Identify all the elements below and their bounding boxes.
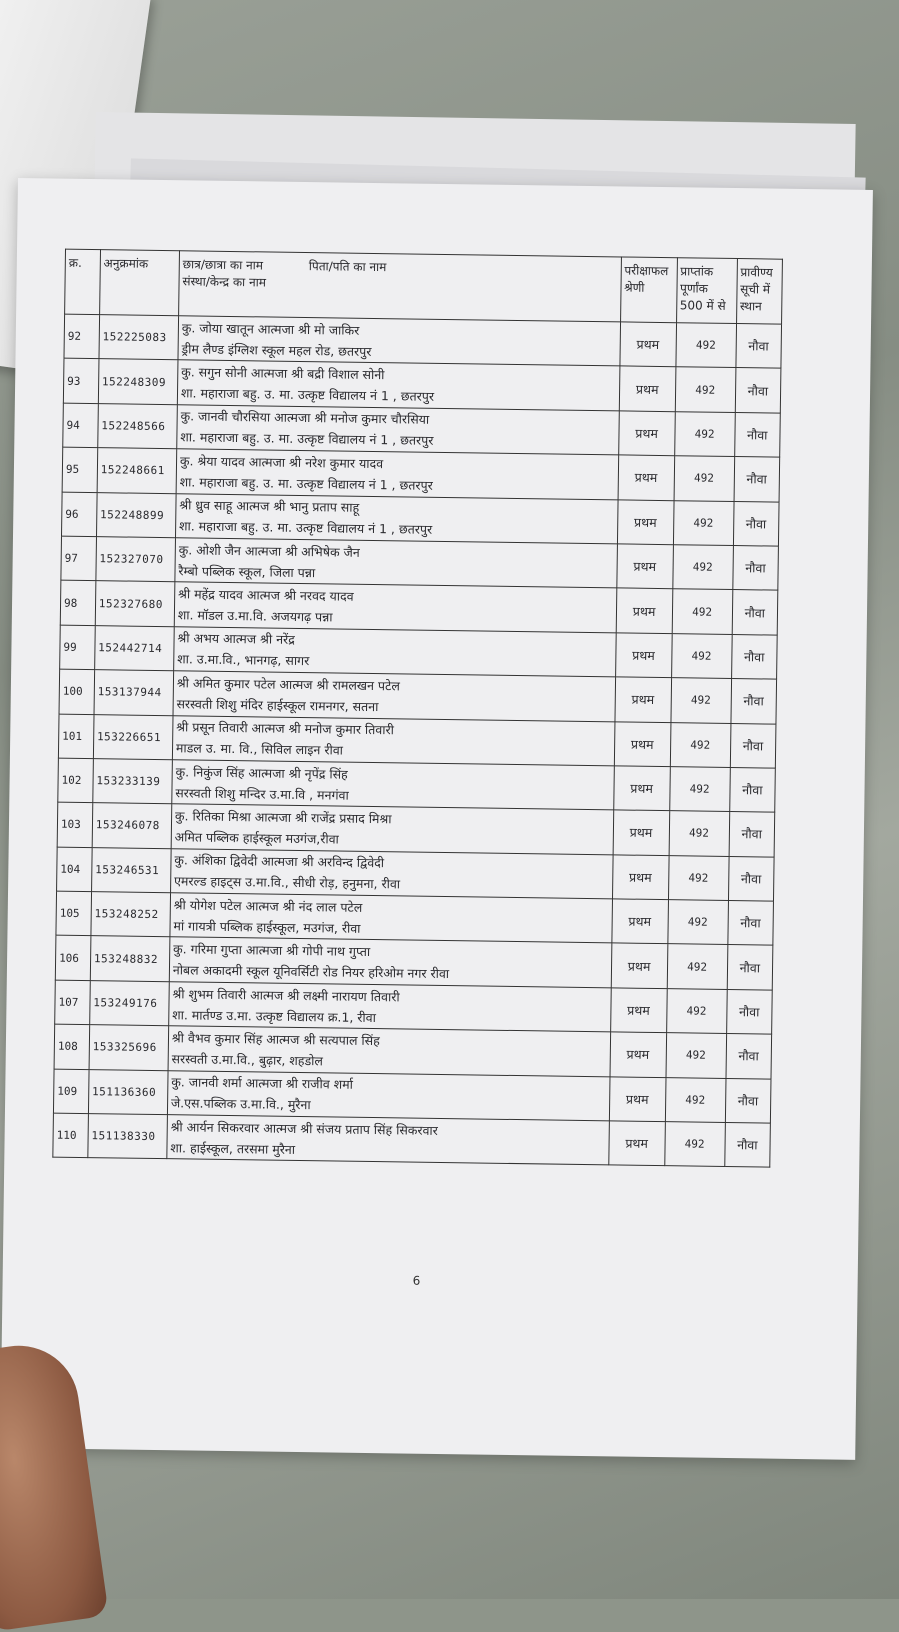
row-name-school <box>173 671 615 722</box>
student-name: कु. रितिका मिश्रा आत्मजा श्री राजेंद्र प्रसाद मिश्रा <box>174 808 392 827</box>
row-merit-position: नौवा <box>727 901 773 946</box>
school-name: माडल उ. मा. वि., सिविल लाइन रीवा <box>175 740 344 758</box>
student-name: श्री ध्रुव साहू आत्मज श्री भानु प्रताप साहू <box>179 497 360 516</box>
row-division: प्रथम <box>612 899 668 944</box>
row-merit-position: नौवा <box>735 368 781 413</box>
row-division: प्रथम <box>610 988 666 1033</box>
row-name-school <box>175 493 617 544</box>
row-roll-number: 153246078 <box>92 803 172 848</box>
school-name: शा. महाराजा बहु. उ. मा. उत्कृष्ट विद्यालय नं 1 , छतरपुर <box>178 518 433 538</box>
row-merit-position: नौवा <box>732 545 778 590</box>
header-result-line2: श्रेणी <box>624 280 645 295</box>
school-name: एमरल्ड हाइट्स उ.मा.वि., सीधी रोड़, हनुमना, रीवा <box>173 873 401 892</box>
row-roll-number: 152248309 <box>98 359 178 404</box>
school-name: सरस्वती शिशु मंदिर हाईस्कूल रामनगर, सतना <box>176 696 379 714</box>
school-name: सरस्वती उ.मा.वि., बुढ़ार, शहडोल <box>171 1051 324 1069</box>
row-division: प्रथम <box>608 1121 664 1166</box>
student-name: कु. जानवी चौरसिया आत्मजा श्री मनोज कुमार चौरसिया <box>180 408 430 428</box>
row-roll-number: 153226651 <box>93 714 173 759</box>
student-name: श्री प्रसून तिवारी आत्मज श्री मनोज कुमार तिवारी <box>176 719 394 738</box>
row-roll-number: 153325696 <box>89 1025 169 1070</box>
row-marks: 492 <box>667 944 728 989</box>
row-sno: 101 <box>58 714 93 759</box>
header-merit-line2: सूची में <box>740 282 771 297</box>
row-roll-number: 153248832 <box>90 936 170 981</box>
row-division: प्रथम <box>613 766 669 811</box>
student-name: कु. सगुन सोनी आत्मजा श्री बद्री विशाल सोनी <box>181 364 385 383</box>
student-name: कु. श्रेया यादव आत्मजा श्री नरेश कुमार यादव <box>179 453 384 471</box>
header-marks <box>676 258 737 324</box>
row-marks: 492 <box>666 988 727 1033</box>
row-name-school <box>170 848 612 899</box>
row-marks: 492 <box>670 678 731 723</box>
row-roll-number: 153248252 <box>91 892 171 937</box>
row-sno: 102 <box>58 758 93 803</box>
row-sno: 97 <box>61 536 96 581</box>
row-sno: 103 <box>57 802 92 847</box>
row-division: प्रथम <box>609 1076 665 1121</box>
row-roll-number: 152248566 <box>98 403 178 448</box>
student-name: श्री अभय आत्मज श्री नरेंद्र <box>177 630 295 648</box>
header-student-name-label: छात्र/छात्रा का नाम <box>182 257 264 273</box>
row-name-school <box>172 760 614 811</box>
row-name-school <box>168 1026 610 1077</box>
row-sno: 94 <box>63 403 98 448</box>
row-sno: 93 <box>63 359 98 404</box>
row-name-school <box>167 1070 609 1121</box>
row-name-school <box>174 582 616 633</box>
school-name: शा. हाईस्कूल, तरसमा मुरैना <box>170 1139 296 1157</box>
row-name-school <box>176 449 618 500</box>
school-name: अमित पब्लिक हाईस्कूल मउगंज,रीवा <box>174 829 339 847</box>
row-roll-number: 153249176 <box>89 980 169 1025</box>
row-merit-position: नौवा <box>728 856 774 901</box>
row-division: प्रथम <box>618 455 674 500</box>
document-page <box>0 178 873 1460</box>
header-sno <box>65 249 101 314</box>
school-name: शा. मार्तण्ड उ.मा. उत्कृष्ट विद्यालय क्र.1, रीवा <box>172 1006 377 1025</box>
row-division: प्रथम <box>615 677 671 722</box>
row-marks: 492 <box>675 323 736 368</box>
row-name-school <box>177 360 619 411</box>
header-marks-line3: 500 में से <box>679 298 726 313</box>
row-marks: 492 <box>672 589 733 634</box>
row-merit-position: नौवा <box>734 412 780 457</box>
row-sno: 106 <box>55 936 90 981</box>
row-sno: 92 <box>64 314 99 359</box>
row-name-school <box>173 626 615 677</box>
row-roll-number: 152327070 <box>96 537 176 582</box>
row-sno: 104 <box>57 847 92 892</box>
row-merit-position: नौवा <box>736 324 782 369</box>
row-marks: 492 <box>664 1122 725 1167</box>
row-merit-position: नौवा <box>733 501 779 546</box>
row-marks: 492 <box>665 1077 726 1122</box>
school-name: शा. मॉडल उ.मा.वि. अजयगढ़ पन्ना <box>177 607 333 625</box>
row-name-school <box>172 715 614 766</box>
row-sno: 105 <box>56 891 91 936</box>
row-name-school <box>175 538 617 589</box>
student-name: श्री महेंद्र यादव आत्मज श्री नरवद यादव <box>177 586 354 604</box>
row-marks: 492 <box>674 456 735 501</box>
school-name: ड्रीम लैण्ड इंग्लिश स्कूल महल रोड, छतरपुर <box>181 340 372 359</box>
row-marks: 492 <box>671 633 732 678</box>
row-merit-position: नौवा <box>727 945 773 990</box>
header-result <box>620 257 677 323</box>
row-marks: 492 <box>674 411 735 456</box>
header-merit-line3: स्थान <box>739 299 762 314</box>
row-merit-position: नौवा <box>729 812 775 857</box>
school-name: जे.एस.पब्लिक उ.मा.वि., मुरैना <box>170 1095 311 1113</box>
header-merit-line1: प्रावीण्य <box>740 265 773 280</box>
row-merit-position: नौवा <box>732 590 778 635</box>
school-name: शा. महाराजा बहु. उ. मा. उत्कृष्ट विद्यालय नं 1 , छतरपुर <box>180 429 434 449</box>
row-name-school <box>177 405 619 456</box>
row-roll-number: 152327680 <box>95 581 175 626</box>
row-sno: 99 <box>60 625 95 670</box>
school-name: रैम्बो पब्लिक स्कूल, जिला पन्ना <box>178 562 316 580</box>
row-roll-number: 153233139 <box>93 759 173 804</box>
merit-list-table <box>52 249 783 1168</box>
student-name: कु. जोया खातून आत्मजा श्री मो जाकिर <box>181 319 360 338</box>
row-merit-position: नौवा <box>730 723 776 768</box>
row-division: प्रथम <box>620 322 676 367</box>
row-division: प्रथम <box>613 810 669 855</box>
row-marks: 492 <box>672 545 733 590</box>
school-name: शा. उ.मा.वि., भानगढ़, सागर <box>177 651 310 669</box>
row-marks: 492 <box>673 500 734 545</box>
row-name-school <box>170 893 612 944</box>
student-name: श्री आर्यन सिकरवार आत्मज श्री संजय प्रताप सिंह सिकरवार <box>170 1118 438 1138</box>
row-sno: 110 <box>53 1113 88 1158</box>
header-merit <box>736 259 782 325</box>
header-school-label: संस्था/केन्द्र का नाम <box>182 274 267 290</box>
row-merit-position: नौवा <box>731 679 777 724</box>
row-division: प्रथम <box>610 1032 666 1077</box>
row-roll-number: 152248661 <box>97 448 177 493</box>
row-division: प्रथम <box>617 499 673 544</box>
header-sno-label: क्र. <box>68 255 82 270</box>
row-name-school <box>178 316 620 367</box>
row-merit-position: नौवा <box>726 989 772 1034</box>
row-roll-number: 153246531 <box>91 847 171 892</box>
row-division: प्रथम <box>611 943 667 988</box>
row-name-school <box>169 982 611 1033</box>
row-roll-number: 152225083 <box>99 315 179 360</box>
row-sno: 98 <box>60 580 95 625</box>
row-sno: 100 <box>59 669 94 714</box>
row-marks: 492 <box>670 722 731 767</box>
row-marks: 492 <box>667 900 728 945</box>
row-name-school <box>171 804 613 855</box>
row-marks: 492 <box>675 367 736 412</box>
row-sno: 96 <box>62 492 97 537</box>
school-name: सरस्वती शिशु मन्दिर उ.मा.वि , मनगंवा <box>175 784 349 803</box>
table-row <box>53 1113 771 1167</box>
school-name: शा. महाराजा बहु. उ. मा. उत्कृष्ट विद्यालय नं 1 , छतरपुर <box>180 385 435 404</box>
student-name: श्री अमित कुमार पटेल आत्मज श्री रामलखन पटेल <box>176 675 400 694</box>
row-division: प्रथम <box>616 544 672 589</box>
header-marks-line1: प्राप्तांक <box>680 264 714 279</box>
row-sno: 107 <box>55 980 90 1025</box>
header-father-name-label: पिता/पति का नाम <box>308 259 387 275</box>
row-marks: 492 <box>666 1033 727 1078</box>
row-merit-position: नौवा <box>729 767 775 812</box>
row-marks: 492 <box>669 767 730 812</box>
school-name: शा. महाराजा बहु. उ. मा. उत्कृष्ट विद्यालय नं 1 , छतरपुर <box>179 474 433 493</box>
row-division: प्रथम <box>618 411 674 456</box>
header-roll <box>99 250 179 316</box>
table-header-row <box>65 249 783 324</box>
row-sno: 95 <box>62 447 97 492</box>
student-name: कु. जानवी शर्मा आत्मजा श्री राजीव शर्मा <box>171 1074 353 1093</box>
row-division: प्रथम <box>615 633 671 678</box>
row-sno: 108 <box>54 1024 89 1069</box>
row-division: प्रथम <box>614 721 670 766</box>
student-name: श्री शुभम तिवारी आत्मज श्री लक्ष्मी नारायण तिवारी <box>172 985 400 1004</box>
student-name: कु. निकुंज सिंह आत्मजा श्री नृपेंद्र सिंह <box>175 763 348 782</box>
student-name: कु. अंशिका द्विवेदी आत्मजा श्री अरविन्द द्विवेदी <box>174 852 385 871</box>
header-roll-label: अनुक्रमांक <box>103 256 149 271</box>
row-division: प्रथम <box>619 366 675 411</box>
student-name: कु. ओशी जैन आत्मजा श्री अभिषेक जैन <box>178 541 360 560</box>
student-name: श्री योगेश पटेल आत्मज श्री नंद लाल पटेल <box>173 897 363 915</box>
row-roll-number: 152248899 <box>96 492 176 537</box>
row-merit-position: नौवा <box>725 1078 771 1123</box>
school-name: मां गायत्री पब्लिक हाईस्कूल, मउगंज, रीवा <box>173 918 361 936</box>
row-merit-position: नौवा <box>731 634 777 679</box>
page-number: 6 <box>412 1273 421 1288</box>
header-marks-line2: पूर्णांक <box>679 281 708 296</box>
student-name: कु. गरिमा गुप्ता आत्मजा श्री गोपी नाथ गुप्ता <box>173 941 371 960</box>
row-division: प्रथम <box>612 855 668 900</box>
row-merit-position: नौवा <box>724 1122 770 1167</box>
header-name <box>178 251 621 322</box>
row-name-school <box>167 1115 609 1166</box>
row-merit-position: नौवा <box>726 1034 772 1079</box>
row-roll-number: 152442714 <box>94 625 174 670</box>
header-result-line1: परीक्षाफल <box>624 263 669 279</box>
row-name-school <box>169 937 611 988</box>
row-roll-number: 153137944 <box>94 670 174 715</box>
row-marks: 492 <box>669 811 730 856</box>
row-division: प्रथम <box>616 588 672 633</box>
student-name: श्री वैभव कुमार सिंह आत्मज श्री सत्यपाल सिंह <box>171 1030 380 1049</box>
row-merit-position: नौवा <box>734 457 780 502</box>
row-roll-number: 151138330 <box>88 1114 168 1159</box>
row-marks: 492 <box>668 855 729 900</box>
school-name: नोबल अकादमी स्कूल यूनिवर्सिटी रोड नियर हरिओम नगर रीवा <box>172 962 450 982</box>
row-sno: 109 <box>53 1069 88 1114</box>
row-roll-number: 151136360 <box>88 1069 168 1114</box>
